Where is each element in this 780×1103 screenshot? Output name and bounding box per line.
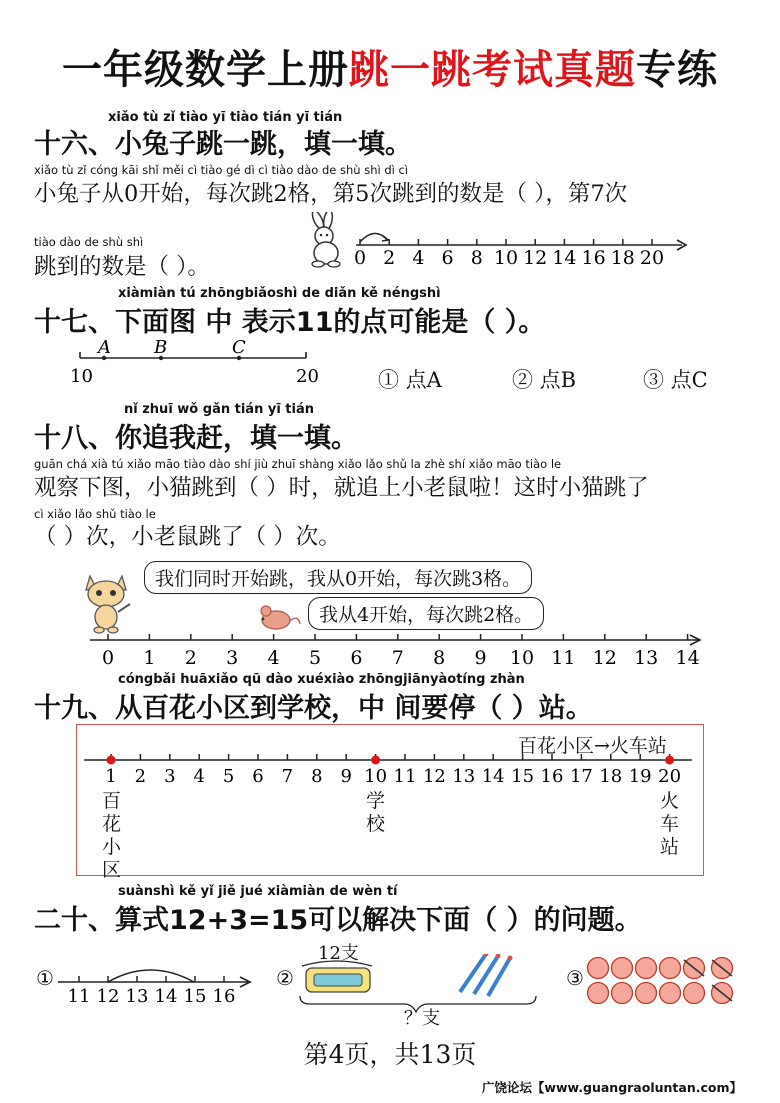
tick-label: 19 — [628, 766, 652, 787]
station-dot — [665, 756, 674, 765]
tick-label: 11 — [551, 647, 576, 669]
tick-label: 13 — [634, 647, 659, 669]
tick-label: 18 — [599, 766, 623, 787]
q18-heading: 十八、你追我赶，填一填。 — [34, 423, 358, 454]
q19-route-label: 百花小区→火车站 — [518, 735, 667, 757]
tick-label: 10 — [509, 647, 535, 669]
tick-label: 13 — [125, 986, 149, 1007]
tick-label: 10 — [493, 247, 519, 269]
q20-option-2-bottom: ？支 — [404, 1008, 440, 1029]
tick-label: 14 — [154, 986, 178, 1007]
q18-pinyin-1: guān chá xià tú xiǎo māo tiào dào shí jiù zhuī shàng xiǎo lǎo shǔ la zhè shí xiǎo māo tiào le — [34, 457, 562, 471]
rabbit-icon — [300, 212, 352, 268]
q16-pinyin: xiǎo tù zǐ tiào yī tiào tián yī tián — [108, 110, 343, 125]
pencils-icon — [460, 954, 513, 996]
q19-pinyin: cóngbǎi huāxiǎo qū dào xuéxiào zhōngjiānyàotíng zhàn — [118, 672, 525, 687]
q16-heading: 十六、小兔子跳一跳，填一填。 — [34, 129, 412, 160]
q20-option-1-line — [58, 952, 258, 1008]
q18-pinyin-2: cì xiǎo lǎo shǔ tiào le — [34, 507, 156, 521]
tick-label: 15 — [183, 986, 207, 1007]
tick-label: 20 — [639, 247, 665, 269]
q20-pinyin: suànshì kě yǐ jiě jué xiàmiàn de wèn tí — [118, 884, 398, 899]
site-credit: 广饶论坛【www.guangraoluntan.com】 — [481, 1080, 742, 1095]
q17-option-1: ① 点A — [378, 368, 442, 392]
q19-label-station: 火 车 站 — [660, 790, 680, 858]
tick-label: 8 — [311, 766, 323, 787]
tick-label: 1 — [143, 647, 156, 669]
q16-line-2: 跳到的数是（ ）。 — [34, 254, 210, 280]
tick-label: 0 — [353, 247, 367, 269]
q20-heading: 二十、算式12+3=15可以解决下面（ ）的问题。 — [34, 905, 642, 936]
q17-heading: 十七、下面图 中 表示11的点可能是（ ）。 — [34, 307, 546, 338]
tick-label: 10 — [364, 766, 388, 787]
mouse-speech-bubble: 我从4开始，每次跳2格。 — [308, 597, 544, 630]
tick-label: 12 — [592, 647, 617, 669]
page-number: 第4页，共13页 — [303, 1040, 477, 1069]
label-b: B — [154, 337, 168, 358]
q20-option-3-mark: ③ — [566, 966, 584, 990]
tick-label: 12 — [422, 766, 446, 787]
q19-number-line — [80, 752, 700, 788]
q16-pinyin-2: tiào dào de shù shì — [34, 235, 144, 249]
tick-label: 0 — [101, 647, 115, 669]
tick-label: 2 — [184, 647, 197, 669]
tick-label: 4 — [267, 647, 280, 669]
tick-label: 7 — [391, 647, 404, 669]
q17-segment — [60, 334, 340, 389]
q19-label-baihua: 百 花 小 区 — [102, 790, 122, 881]
label-10: 10 — [70, 366, 93, 387]
tick-label: 5 — [222, 766, 235, 787]
tick-label: 11 — [67, 986, 91, 1007]
tick-label: 15 — [511, 766, 535, 787]
q19-heading: 十九、从百花小区到学校，中 间要停（ ）站。 — [34, 693, 593, 724]
mouse-icon — [250, 600, 302, 636]
tick-label: 9 — [340, 766, 352, 787]
tick-label: 12 — [523, 247, 548, 269]
tick-label: 3 — [164, 766, 176, 787]
q19-label-school: 学 校 — [366, 790, 386, 835]
page-title: 一年级数学上册跳一跳考试真题专练 — [62, 47, 718, 93]
circle-item — [660, 983, 681, 1004]
tick-label: 6 — [252, 766, 264, 787]
tick-label: 16 — [540, 766, 564, 787]
q16-line-1: 小兔子从0开始，每次跳2格，第5次跳到的数是（ ），第7次 — [34, 181, 628, 207]
station-dot — [371, 756, 380, 765]
q18-number-line — [90, 634, 710, 674]
label-20: 20 — [296, 366, 319, 387]
tick-label: 20 — [658, 766, 682, 787]
circle-item — [636, 958, 657, 979]
q20-option-3-circles — [584, 956, 754, 1006]
tick-label: 18 — [610, 247, 635, 269]
circle-item — [684, 983, 705, 1004]
tick-label: 17 — [569, 766, 593, 787]
q18-line-1: 观察下图，小猫跳到（ ）时，就追上小老鼠啦！这时小猫跳了 — [34, 475, 649, 501]
tick-label: 6 — [441, 247, 454, 269]
tick-label: 6 — [350, 647, 363, 669]
q20-option-2-mark: ② — [276, 966, 294, 990]
q16-pinyin-1: xiǎo tù zǐ cóng kāi shǐ měi cì tiào gé dì cì tiào dào de shù shì dì cì — [34, 163, 409, 177]
tick-label: 16 — [212, 986, 236, 1007]
q17-option-3: ③ 点C — [643, 368, 708, 392]
tick-label: 2 — [383, 247, 396, 269]
tick-label: 13 — [452, 766, 476, 787]
cat-icon — [78, 568, 136, 634]
tick-label: 14 — [675, 647, 700, 669]
tick-label: 1 — [105, 766, 117, 787]
tick-label: 4 — [193, 766, 205, 787]
tick-label: 2 — [134, 766, 147, 787]
circle-item — [588, 983, 609, 1004]
tick-label: 12 — [96, 986, 120, 1007]
q18-pinyin: nǐ zhuī wǒ gǎn tián yī tián — [124, 402, 314, 417]
station-dot — [107, 756, 116, 765]
q17-pinyin: xiàmiàn tú zhōngbiǎoshì de diǎn kě néngshì — [118, 286, 441, 301]
circle-item — [612, 958, 633, 979]
circle-item — [660, 958, 681, 979]
label-c: C — [232, 337, 246, 358]
q18-line-2: （ ）次，小老鼠跳了（ ）次。 — [34, 524, 341, 550]
q17-option-2: ② 点B — [512, 368, 577, 392]
q20-option-1-mark: ① — [36, 966, 54, 990]
circle-item — [612, 983, 633, 1004]
q16-number-line — [350, 218, 695, 270]
circle-item — [636, 983, 657, 1004]
tick-label: 8 — [433, 647, 446, 669]
tick-label: 9 — [474, 647, 487, 669]
tick-label: 4 — [412, 247, 425, 269]
tick-label: 16 — [581, 247, 606, 269]
q20-option-2-top: 12支 — [318, 943, 359, 964]
cat-speech-bubble: 我们同时开始跳，我从0开始，每次跳3格。 — [144, 561, 532, 594]
label-a: A — [98, 337, 111, 358]
tick-label: 8 — [470, 247, 483, 269]
tick-label: 14 — [481, 766, 505, 787]
tick-label: 11 — [393, 766, 417, 787]
tick-label: 14 — [552, 247, 577, 269]
circle-item — [588, 958, 609, 979]
tick-label: 5 — [308, 647, 322, 669]
tick-label: 7 — [281, 766, 294, 787]
tick-label: 3 — [226, 647, 239, 669]
